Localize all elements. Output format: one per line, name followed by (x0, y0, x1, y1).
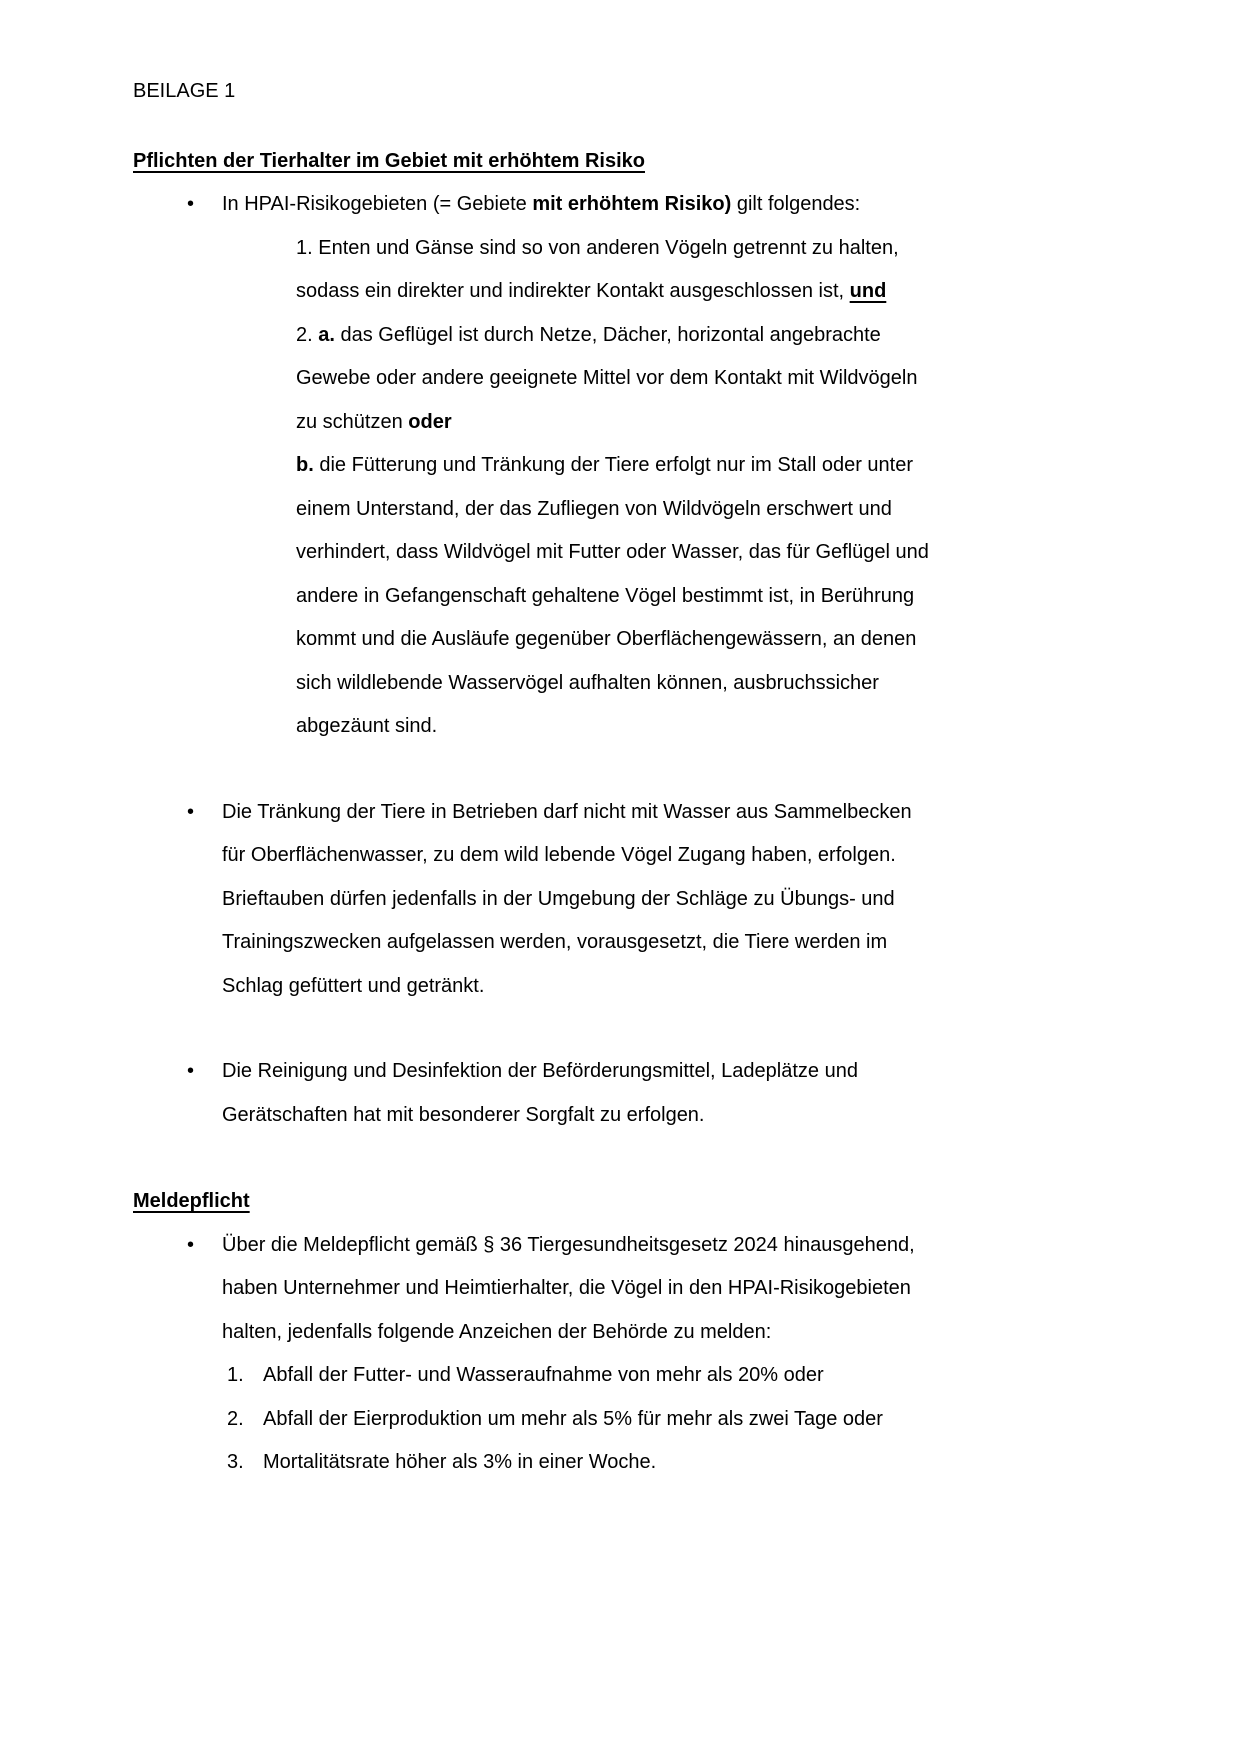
numbered-item (133, 1398, 1201, 1442)
bullet1-sub-block (296, 227, 1201, 749)
reporting-line: Über die Meldepflicht gemäß § 36 Tiergesundheitsgesetz 2024 hinausgehend, (222, 1233, 915, 1256)
und-bold-underline: und (849, 280, 887, 302)
sub-line-text: zu schützen (296, 410, 409, 433)
bullet1-intro-post: gilt folgendes: (731, 193, 861, 215)
bullet2-line: Schlag gefüttert und getränkt. (222, 974, 485, 997)
numbered-list (133, 1354, 1201, 1485)
sub-line: sich wildlebende Wasservögel aufhalten können, ausbruchssicher (296, 671, 879, 694)
numbered-item-number: 3. (227, 1451, 244, 1473)
bullet1-intro-line (222, 183, 1201, 227)
sub-line-text: sodass ein direkter und indirekter Kontakt ausgeschlossen ist, (296, 280, 850, 302)
bullet-item-watering (133, 791, 1201, 1009)
reporting-line: haben Unternehmer und Heimtierhalter, die Vögel in den HPAI-Risikogebieten (222, 1277, 911, 1299)
sub-line: andere in Gefangenschaft gehaltene Vögel bestimmt ist, in Berührung (296, 584, 915, 607)
bullet2-line: Trainingszwecken aufgelassen werden, vorausgesetzt, die Tiere werden im (222, 931, 888, 953)
sub-line-text: das Geflügel ist durch Netze, Dächer, horizontal angebrachte (334, 323, 881, 346)
numbered-item (133, 1441, 1201, 1485)
bullet-item-cleaning (133, 1050, 1201, 1137)
bullet-icon: • (187, 193, 195, 215)
bullet-icon: • (187, 1060, 195, 1082)
numbered-item-number: 2. (227, 1407, 244, 1430)
numbered-item-text: Mortalitätsrate höher als 3% in einer Woche. (263, 1451, 657, 1473)
oder-bold: oder (408, 410, 452, 433)
bullet1-intro-pre: In HPAI-Risikogebieten (= Gebiete (222, 193, 533, 215)
sub-line (296, 401, 1201, 445)
bullet2-line: für Oberflächenwasser, zu dem wild lebende Vögel Zugang haben, erfolgen. (222, 844, 896, 866)
reporting-line: halten, jedenfalls folgende Anzeichen der Behörde zu melden: (222, 1320, 772, 1343)
bullet3-line: Die Reinigung und Desinfektion der Beförderungsmittel, Ladeplätze und (222, 1060, 858, 1082)
numbered-item-number: 1. (227, 1364, 244, 1386)
section1-heading-text: Pflichten der Tierhalter im Gebiet mit erhöhtem Risiko (133, 149, 645, 172)
attachment-label: BEILAGE 1 (133, 80, 236, 102)
sub-line (296, 270, 1201, 314)
section2-heading-text: Meldepflicht (133, 1190, 250, 1212)
bullet-icon: • (187, 1233, 195, 1256)
sub-line: verhindert, dass Wildvögel mit Futter oder Wasser, das für Geflügel und (296, 541, 929, 563)
bullet-item-reporting (133, 1224, 1201, 1355)
letter-a-bold: a. (318, 323, 335, 346)
sub-line: 1. Enten und Gänse sind so von anderen Vögeln getrennt zu halten, (296, 236, 899, 259)
section1-heading (133, 140, 1201, 184)
sub-line (296, 314, 1201, 358)
sub-line: Gewebe oder andere geeignete Mittel vor dem Kontakt mit Wildvögeln (296, 367, 918, 389)
section2-heading (133, 1180, 1201, 1224)
sub-line-number: 2. (296, 323, 319, 346)
sub-line: einem Unterstand, der das Zufliegen von Wildvögeln erschwert und (296, 497, 892, 520)
numbered-item-text: Abfall der Eierproduktion um mehr als 5% für mehr als zwei Tage oder (263, 1407, 883, 1430)
bullet-icon: • (187, 800, 195, 823)
sub-line: abgezäunt sind. (296, 715, 438, 737)
numbered-item-text: Abfall der Futter- und Wasseraufnahme von mehr als 20% oder (263, 1364, 824, 1386)
bullet-item-risk-rules (133, 183, 1201, 749)
bullet2-line: Die Tränkung der Tiere in Betrieben darf nicht mit Wasser aus Sammelbecken (222, 800, 912, 823)
sub-line: kommt und die Ausläufe gegenüber Oberflächengewässern, an denen (296, 628, 917, 650)
bullet2-line: Brieftauben dürfen jedenfalls in der Umgebung der Schläge zu Übungs- und (222, 887, 895, 910)
bullet3-line: Gerätschaften hat mit besonderer Sorgfalt zu erfolgen. (222, 1103, 705, 1126)
numbered-item (133, 1354, 1201, 1398)
sub-line (296, 444, 1201, 488)
bullet1-intro-bold: mit erhöhtem Risiko) (532, 193, 732, 215)
letter-b-bold: b. (296, 454, 314, 476)
sub-line-text: die Fütterung und Tränkung der Tiere erfolgt nur im Stall oder unter (313, 454, 913, 476)
